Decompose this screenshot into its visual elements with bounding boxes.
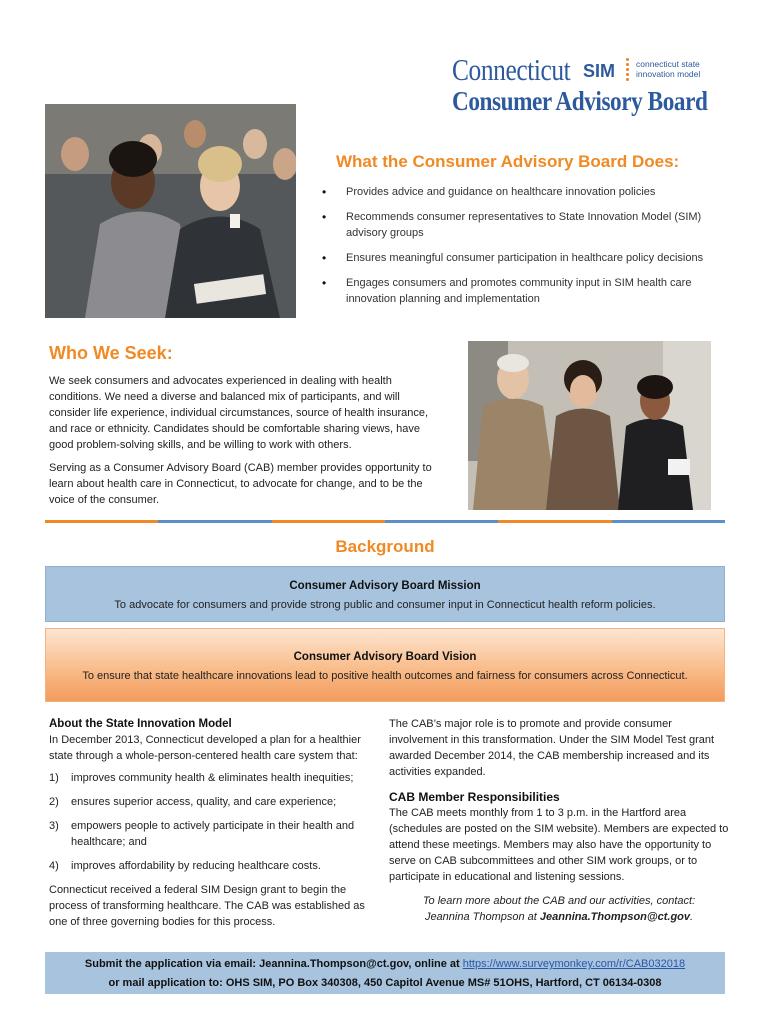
background-title: Background xyxy=(335,537,435,556)
cab-role-intro: The CAB’s major role is to promote and provide consumer involvement in this transformation. Under the SIM Model Test grant awarded December 2014, the CAB membership increased and its activities expanded. xyxy=(389,718,715,778)
divider-segment xyxy=(45,520,158,523)
footer-box xyxy=(45,952,725,994)
contact-email[interactable]: Jeannina.Thompson@ct.gov xyxy=(539,911,690,923)
responsibilities-heading: CAB Member Responsibilities xyxy=(389,790,560,804)
list-item xyxy=(49,770,379,786)
does-item: • Recommends consumer representatives to State Innovation Model (SIM) advisory groups xyxy=(322,209,732,241)
does-item: • Engages consumers and promotes community input in SIM health care innovation planning and implementation xyxy=(322,275,732,307)
sim-model-list xyxy=(49,770,379,874)
mission-text: To advocate for consumers and provide strong public and consumer input in Connecticut health reform policies. xyxy=(114,599,656,611)
footer-submit-text: Submit the application via email: Jeannina.Thompson@ct.gov, online at xyxy=(84,958,463,970)
list-number: 3) xyxy=(49,820,59,832)
vision-heading: Consumer Advisory Board Vision xyxy=(293,651,477,663)
list-text: improves affordability by reducing healthcare costs. xyxy=(71,860,321,872)
mission-box xyxy=(45,566,725,622)
logo-connecticut-text: Connecticut xyxy=(452,52,571,87)
does-list xyxy=(322,184,732,316)
list-text: ensures superior access, quality, and care experience; xyxy=(71,796,337,808)
contact-end: . xyxy=(690,911,694,923)
footer-line-2: or mail application to: OHS SIM, PO Box 340308, 450 Capitol Avenue MS# 51OHS, Hartford, CT 06134-0308 xyxy=(108,977,662,989)
list-number: 2) xyxy=(49,796,59,808)
divider-segment xyxy=(498,520,611,523)
vision-box xyxy=(45,628,725,702)
seek-text xyxy=(49,373,444,515)
divider-segment xyxy=(385,520,498,523)
vision-text: To ensure that state healthcare innovations lead to positive health outcomes and fairness for consumers across Connecticut. xyxy=(82,670,688,682)
responsibilities-text: The CAB meets monthly from 1 to 3 p.m. in the Hartford area (schedules are posted on the SIM website). Members are expected to attend these meetings. Members may also have the opportunity to serve on CAB subcommittees and other SIM work groups, or to participate in educational and listening sessions. xyxy=(389,807,729,883)
survey-link[interactable]: https://www.surveymonkey.com/r/CAB032018 xyxy=(462,958,686,970)
list-text: improves community health & eliminates health inequities; xyxy=(71,772,354,784)
cab-role-section xyxy=(389,716,729,925)
list-number: 1) xyxy=(49,772,59,784)
footer-line-1 xyxy=(45,955,725,974)
logo-tagline-line1: connecticut state xyxy=(636,59,700,69)
contact-name-line xyxy=(389,909,729,925)
does-item: • Provides advice and guidance on healthcare innovation policies xyxy=(322,184,732,200)
section-divider xyxy=(45,520,725,523)
mission-heading: Consumer Advisory Board Mission xyxy=(289,580,481,592)
seek-paragraph-2: Serving as a Consumer Advisory Board (CAB) member provides opportunity to learn about health care in Connecticut, to advocate for change, and to be the voice of the consumer. xyxy=(49,462,432,506)
members-photo xyxy=(468,341,711,510)
logo-tagline-line2: innovation model xyxy=(636,69,701,79)
does-item: • Ensures meaningful consumer participation in healthcare policy decisions xyxy=(322,250,732,266)
contact-line: To learn more about the CAB and our activities, contact: xyxy=(422,895,696,907)
logo-cab-text: Consumer Advisory Board xyxy=(452,86,708,116)
list-text: empowers people to actively participate in their health and healthcare; and xyxy=(71,820,355,848)
audience-photo xyxy=(45,104,296,318)
list-item xyxy=(49,794,379,810)
does-title: What the Consumer Advisory Board Does: xyxy=(336,152,680,171)
divider-segment xyxy=(158,520,271,523)
logo-tagline xyxy=(636,59,700,79)
divider-segment xyxy=(272,520,385,523)
list-number: 4) xyxy=(49,860,59,872)
contact-block xyxy=(389,893,729,925)
logo-dots-icon xyxy=(626,58,630,84)
sim-model-closing: Connecticut received a federal SIM Design grant to begin the process of transforming healthcare. The CAB was established as one of three governing bodies for this process. xyxy=(49,884,365,928)
contact-name: Jeannina Thompson at xyxy=(424,911,537,923)
sim-model-heading: About the State Innovation Model xyxy=(49,718,232,730)
sim-model-intro: In December 2013, Connecticut developed a plan for a healthier state through a whole-person-centered health care system that: xyxy=(49,734,361,762)
seek-title: Who We Seek: xyxy=(49,343,173,363)
list-item xyxy=(49,818,379,850)
divider-segment xyxy=(612,520,725,523)
list-item xyxy=(49,858,379,874)
seek-paragraph-1: We seek consumers and advocates experienced in dealing with health conditions. We need a diverse and balanced mix of participants, and will consider life experience, individual circumstances, source of health insurance, and race or ethnicity. Candidates should be comfortable sharing views, have good problem-solving skills, and be willing to work with others. xyxy=(49,375,429,451)
logo-sim-text: SIM xyxy=(583,61,616,81)
sim-model-section xyxy=(49,716,379,930)
